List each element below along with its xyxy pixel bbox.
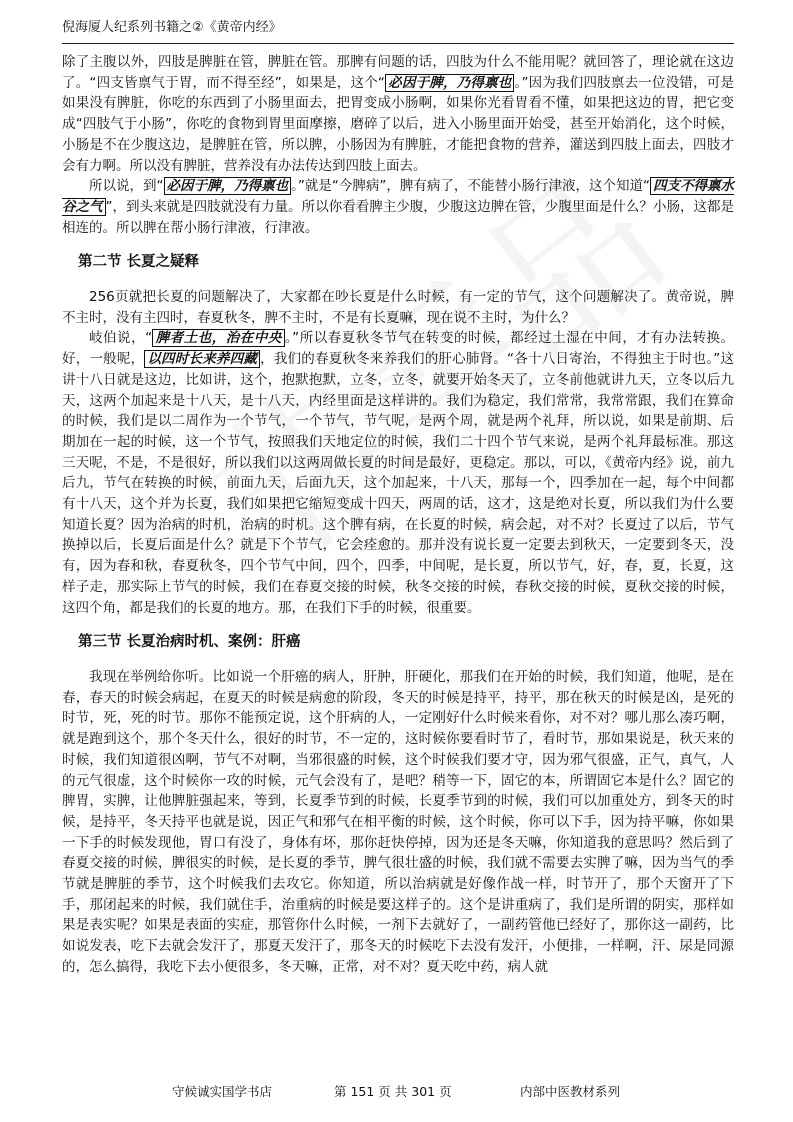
text-run: 岐伯说，“ [89,330,153,347]
section-heading: 第二节 长夏之疑释 [78,254,200,271]
boxed-quote: 以四时长来养四藏 [144,350,260,368]
header-divider [62,43,734,44]
paragraph [62,328,734,618]
text-run: 。”所以春夏秋冬节气在转变的时候，都经过土湿在中间，才有办法转换。好，一般呢， [62,330,735,368]
footer-page-number: 第 151 页 共 301 页 [334,1084,452,1099]
page-header: 倪海厦人纪系列书籍之②《黄帝内经》 [62,20,282,35]
text-run: 除了主腹以外，四肢是脾脏在管，脾脏在管。那脾有问题的话，四肢为什么不能用呢？就回答了，理论就在这边了。“四支皆禀气于胃，而不得至经”，如果是，这个“ [62,54,734,91]
footer-publisher: 守候诚实国学书店 [172,1084,273,1099]
footer-series: 内部中医教材系列 [520,1084,621,1099]
paragraph [62,176,734,238]
paragraph [62,52,734,176]
page-footer [62,1082,734,1102]
boxed-quote: 必因于脾，乃得禀也 [385,74,515,92]
boxed-quote: 四支不得禀水谷之气 [62,178,735,215]
text-run: 。”因为我们四肢禀去一位没错，可是如果没有脾脏，你吃的东西到了小肠里面去，把胃变成小肠啊，如果你光看胃看不懂，如果把这边的胃，把它变成“四肢气于小肠”，你吃的食物到胃里面摩擦，磨碎了以后，进入小肠里面开始受，甚至开始消化，这个时候，小肠是不在少腹这边，是脾脏在管，所以脾，小肠因为有脾脏，才能把食物的营养，灌送到四肢上面去，四肢才会有力啊。所以没有脾脏，营养没有办法传达到四肢上面去。 [62,74,735,174]
page-content [62,52,734,978]
section-heading: 第三节 长夏治病时机、案例：肝癌 [78,634,301,651]
boxed-quote: 必因于脾，乃得禀也 [164,177,292,195]
paragraph: 我现在举例给你听。比如说一个肝癌的病人，肝肿，肝硬化，那我们在开始的时候，我们知道，他呢，是在春，春天的时候会病起，在夏天的时候是病愈的阶段，冬天的时候是持平，持平，那在秋天的时候是凶，是死的时节，死，死的时节。那你不能预定说，这个肝病的人，一定刚好什么时候来看你，对不对？哪儿那么凑巧啊，就是跑到这个，那个冬天什么，很好的时节，不一定的，这时候你要看时节了，看时节，那如果说是，秋天来的时候，我们知道很凶啊，节气不对啊，当邪很盛的时候，这个时候我们要才守，因为邪气很盛，正气，真气，人的元气很虚，这个时候你一攻的时候，元气会没有了，是吧？稍等一下，固它的本，所谓固它本是什么？固它的脾胃，实脾，让他脾脏强起来，等到，长夏季节到的时候，长夏季节到的时候，我们可以加重处方，到冬天的时候，是持平，冬天持平也就是说，因正气和邪气在相平衡的时候，这个时候，你可以下手，因为持平嘛，你如果一下手的时候发现他，胃口有没了，身体有坏，那你赶快停掉，因为还是冬天嘛，你知道我的意思吗？然后到了春夏交接的时候，脾很实的时候，是长夏的季节，脾气很壮盛的时候，我们就不需要去实脾了嘛，因为当气的季节就是脾脏的季节，这个时候我们去攻它。你知道，所以治病就是好像作战一样，时节开了，那个天窗开了下手，那闭起来的时候，我们就住手，治重病的时候是要这样子的。这个是讲重病了，我们是所谓的阴实，那样如果是表实呢？如果是表面的实症，那管你什么时候，一剂下去就好了，一副药管他已经好了，那你这一副药，比如说发表，吃下去就会发汗了，那夏天发汗了，那冬天的时候吃下去没有发汗，小便排，一样啊，汗、尿是同源的，怎么搞得，我吃下去小便很多，冬天嘛，正常，对不对？夏天吃中药，病人就 [62,668,734,975]
boxed-quote: 脾者土也，治在中央 [152,329,285,347]
text-run: ，我们的春夏秋冬来养我们的肝心肺肾。“各十八日寄治，不得独主于时也。”这讲十八日就是这边，比如讲，这个，抱默抱默，立冬，立冬，就要开始冬天了，立冬前他就讲九天，立冬以后九天，这两个加起来是十八天，是十八天，内经里面是这样讲的。我们为稳定，我们常常，我常常跟，我们在算命的时候，我们是以二周作为一个节气，一个节气，节气呢，是两个周，就是两个礼拜，所以说，如果是前期、后期加在一起的时候，这一个节气，按照我们天地定位的时候，我们二十四个节气来说，是两个礼拜最标准。那这三天呢，不是，不是很好，所以我们以这两周做长夏的时间是最好，更稳定。那以，可以，《黄帝内经》说，前九后九，节气在转换的时候，前面九天，后面九天，这个加起来，十八天，那每一个，四季加在一起，每个中间都有十八天，这个并为长夏，我们如果把它缩短变成十四天，两周的话，这才，这是绝对长夏，所以我们为什么要知道长夏？因为治病的时机，治病的时机。这个脾有病，在长夏的时候，病会起，对不对？长夏过了以后，节气换掉以后，长夏后面是什么？就是下个节气，它会痊愈的。那并没有说长夏一定要去到秋天，一定要到冬天，没有，因为春和秋，春夏秋冬，四个节气中间，四个，四季，中间呢，是长夏，所以节气，好，春，夏，长夏，这样子走，那实际上节气的时候，我们在春夏交接的时候，秋冬交接的时候，春秋交接的时候，夏秋交接的时候，这四个角，都是我们的长夏的地方。那，在我们下手的时候，很重要。 [62,351,735,616]
paragraph: 256页就把长夏的问题解决了，大家都在吵长夏是什么时候，有一定的节气，这个问题解决了。黄帝说，脾不主时，没有主四时，春夏秋冬，脾不主时，不是有长夏嘛，现在说不主时，为什么？ [62,289,734,326]
text-run: ”，到头来就是四肢就没有力量。所以你看看脾主少腹，少腹这边脾在管，少腹里面是什么？小肠，这都是相连的。所以脾在帮小肠行津液，行津液。 [62,198,734,236]
text-run: 所以说，到“ [89,178,164,195]
text-run: 。”就是“今脾病”，脾有病了，不能替小肠行津液，这个知道“ [291,178,650,195]
